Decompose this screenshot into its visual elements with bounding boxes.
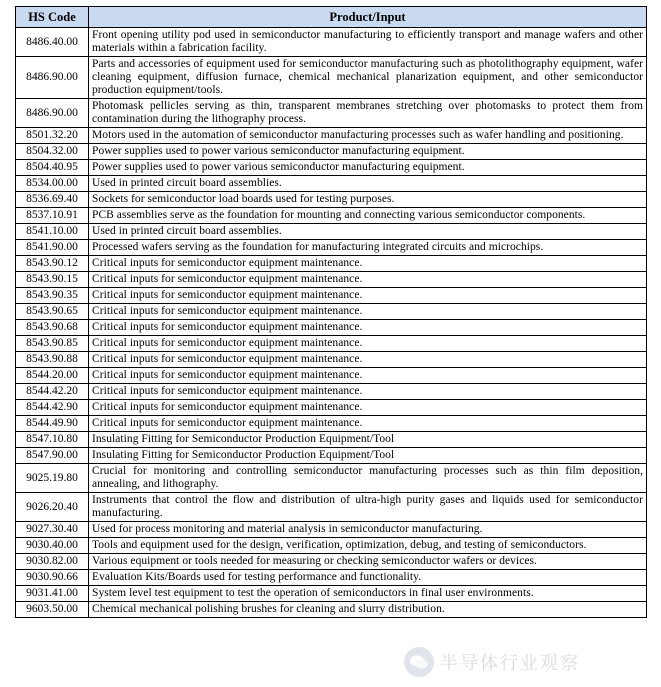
table-row (16, 192, 647, 208)
table-row (16, 272, 647, 288)
product-input-cell: Instruments that control the flow and distribution of ultra-high purity gases and liquids used for semiconductor manufacturing. (89, 493, 647, 522)
table-row (16, 99, 647, 128)
hs-code-cell: 8543.90.85 (16, 336, 89, 352)
product-input-cell: Processed wafers serving as the foundation for manufacturing integrated circuits and microchips. (89, 240, 647, 256)
table-row (16, 28, 647, 57)
table-row (16, 320, 647, 336)
hs-code-cell: 8547.90.00 (16, 448, 89, 464)
table-row (16, 160, 647, 176)
table-row (16, 352, 647, 368)
hs-code-cell: 8544.20.00 (16, 368, 89, 384)
hs-code-cell: 9030.40.00 (16, 538, 89, 554)
product-input-cell: Used in printed circuit board assemblies. (89, 176, 647, 192)
product-input-cell: Various equipment or tools needed for measuring or checking semiconductor wafers or devices. (89, 554, 647, 570)
hs-code-cell: 8543.90.65 (16, 304, 89, 320)
hs-code-cell: 8544.49.90 (16, 416, 89, 432)
hs-code-cell: 9030.90.66 (16, 570, 89, 586)
table-row (16, 570, 647, 586)
table-row (16, 256, 647, 272)
table-row (16, 304, 647, 320)
hs-code-cell: 8543.90.35 (16, 288, 89, 304)
hs-code-cell: 8504.32.00 (16, 144, 89, 160)
product-input-cell: Insulating Fitting for Semiconductor Production Equipment/Tool (89, 432, 647, 448)
hs-code-table (15, 6, 647, 618)
hs-code-cell: 8536.69.40 (16, 192, 89, 208)
product-input-cell: Chemical mechanical polishing brushes for cleaning and slurry distribution. (89, 602, 647, 618)
table-row (16, 288, 647, 304)
hs-code-cell: 8541.90.00 (16, 240, 89, 256)
hs-code-cell: 8504.40.95 (16, 160, 89, 176)
hs-code-cell: 8501.32.20 (16, 128, 89, 144)
watermark (404, 645, 644, 679)
product-input-cell: Critical inputs for semiconductor equipment maintenance. (89, 288, 647, 304)
product-input-cell: Critical inputs for semiconductor equipment maintenance. (89, 352, 647, 368)
product-input-cell: System level test equipment to test the operation of semiconductors in final user environments. (89, 586, 647, 602)
table-row (16, 240, 647, 256)
table-row (16, 336, 647, 352)
product-input-cell: Tools and equipment used for the design, verification, optimization, debug, and testing of semiconductors. (89, 538, 647, 554)
product-input-cell: Critical inputs for semiconductor equipment maintenance. (89, 336, 647, 352)
table-body (16, 28, 647, 618)
product-input-cell: Motors used in the automation of semiconductor manufacturing processes such as wafer handling and positioning. (89, 128, 647, 144)
product-input-cell: Evaluation Kits/Boards used for testing performance and functionality. (89, 570, 647, 586)
product-input-cell: Critical inputs for semiconductor equipment maintenance. (89, 368, 647, 384)
wechat-logo-icon (404, 647, 434, 677)
hs-code-cell: 8486.90.00 (16, 57, 89, 99)
product-input-cell: Critical inputs for semiconductor equipment maintenance. (89, 256, 647, 272)
table-row (16, 554, 647, 570)
hs-code-cell: 9031.41.00 (16, 586, 89, 602)
header-row (16, 7, 647, 28)
product-input-cell: Front opening utility pod used in semiconductor manufacturing to efficiently transport and manage wafers and other materials within a fabrication facility. (89, 28, 647, 57)
product-input-cell: Critical inputs for semiconductor equipment maintenance. (89, 272, 647, 288)
hs-code-cell: 8543.90.68 (16, 320, 89, 336)
table-row (16, 144, 647, 160)
product-input-cell: PCB assemblies serve as the foundation for mounting and connecting various semiconductor components. (89, 208, 647, 224)
table-row (16, 400, 647, 416)
product-input-cell: Critical inputs for semiconductor equipment maintenance. (89, 416, 647, 432)
product-input-cell: Photomask pellicles serving as thin, transparent membranes stretching over photomasks to protect them from contamination during the lithography process. (89, 99, 647, 128)
product-input-cell: Parts and accessories of equipment used for semiconductor manufacturing such as photolithography equipment, wafer cleaning equipment, diffusion furnace, chemical mechanical planarization equipment, and other semiconductor production equipment/tools. (89, 57, 647, 99)
product-input-cell: Used for process monitoring and material analysis in semiconductor manufacturing. (89, 522, 647, 538)
hs-code-cell: 9025.19.80 (16, 464, 89, 493)
hs-code-cell: 8544.42.90 (16, 400, 89, 416)
header-product-input: Product/Input (89, 7, 647, 28)
product-input-cell: Critical inputs for semiconductor equipment maintenance. (89, 304, 647, 320)
watermark-text: 半导体行业观察 (440, 653, 580, 674)
product-input-cell: Insulating Fitting for Semiconductor Production Equipment/Tool (89, 448, 647, 464)
table-row (16, 602, 647, 618)
product-input-cell: Power supplies used to power various semiconductor manufacturing equipment. (89, 160, 647, 176)
hs-code-cell: 8543.90.88 (16, 352, 89, 368)
product-input-cell: Critical inputs for semiconductor equipment maintenance. (89, 320, 647, 336)
table-row (16, 432, 647, 448)
hs-code-cell: 9030.82.00 (16, 554, 89, 570)
table-row (16, 416, 647, 432)
hs-code-cell: 8486.40.00 (16, 28, 89, 57)
table-row (16, 448, 647, 464)
hs-code-cell: 9027.30.40 (16, 522, 89, 538)
table-row (16, 208, 647, 224)
hs-code-cell: 8541.10.00 (16, 224, 89, 240)
hs-code-cell: 8537.10.91 (16, 208, 89, 224)
hs-code-cell: 8543.90.12 (16, 256, 89, 272)
table-row (16, 538, 647, 554)
table-row (16, 384, 647, 400)
hs-code-cell: 9026.20.40 (16, 493, 89, 522)
hs-code-cell: 9603.50.00 (16, 602, 89, 618)
table-row (16, 224, 647, 240)
hs-code-cell: 8486.90.00 (16, 99, 89, 128)
hs-code-cell: 8534.00.00 (16, 176, 89, 192)
table-row (16, 128, 647, 144)
table-row (16, 176, 647, 192)
hs-code-table-container (15, 6, 646, 618)
hs-code-cell: 8547.10.80 (16, 432, 89, 448)
table-row (16, 57, 647, 99)
product-input-cell: Sockets for semiconductor load boards used for testing purposes. (89, 192, 647, 208)
product-input-cell: Crucial for monitoring and controlling semiconductor manufacturing processes such as thin film deposition, annealing, and lithography. (89, 464, 647, 493)
hs-code-cell: 8544.42.20 (16, 384, 89, 400)
product-input-cell: Power supplies used to power various semiconductor manufacturing equipment. (89, 144, 647, 160)
table-row (16, 522, 647, 538)
hs-code-cell: 8543.90.15 (16, 272, 89, 288)
product-input-cell: Critical inputs for semiconductor equipment maintenance. (89, 384, 647, 400)
product-input-cell: Critical inputs for semiconductor equipment maintenance. (89, 400, 647, 416)
header-hs-code: HS Code (16, 7, 89, 28)
table-row (16, 368, 647, 384)
product-input-cell: Used in printed circuit board assemblies. (89, 224, 647, 240)
table-row (16, 586, 647, 602)
table-header (16, 7, 647, 28)
table-row (16, 464, 647, 493)
table-row (16, 493, 647, 522)
